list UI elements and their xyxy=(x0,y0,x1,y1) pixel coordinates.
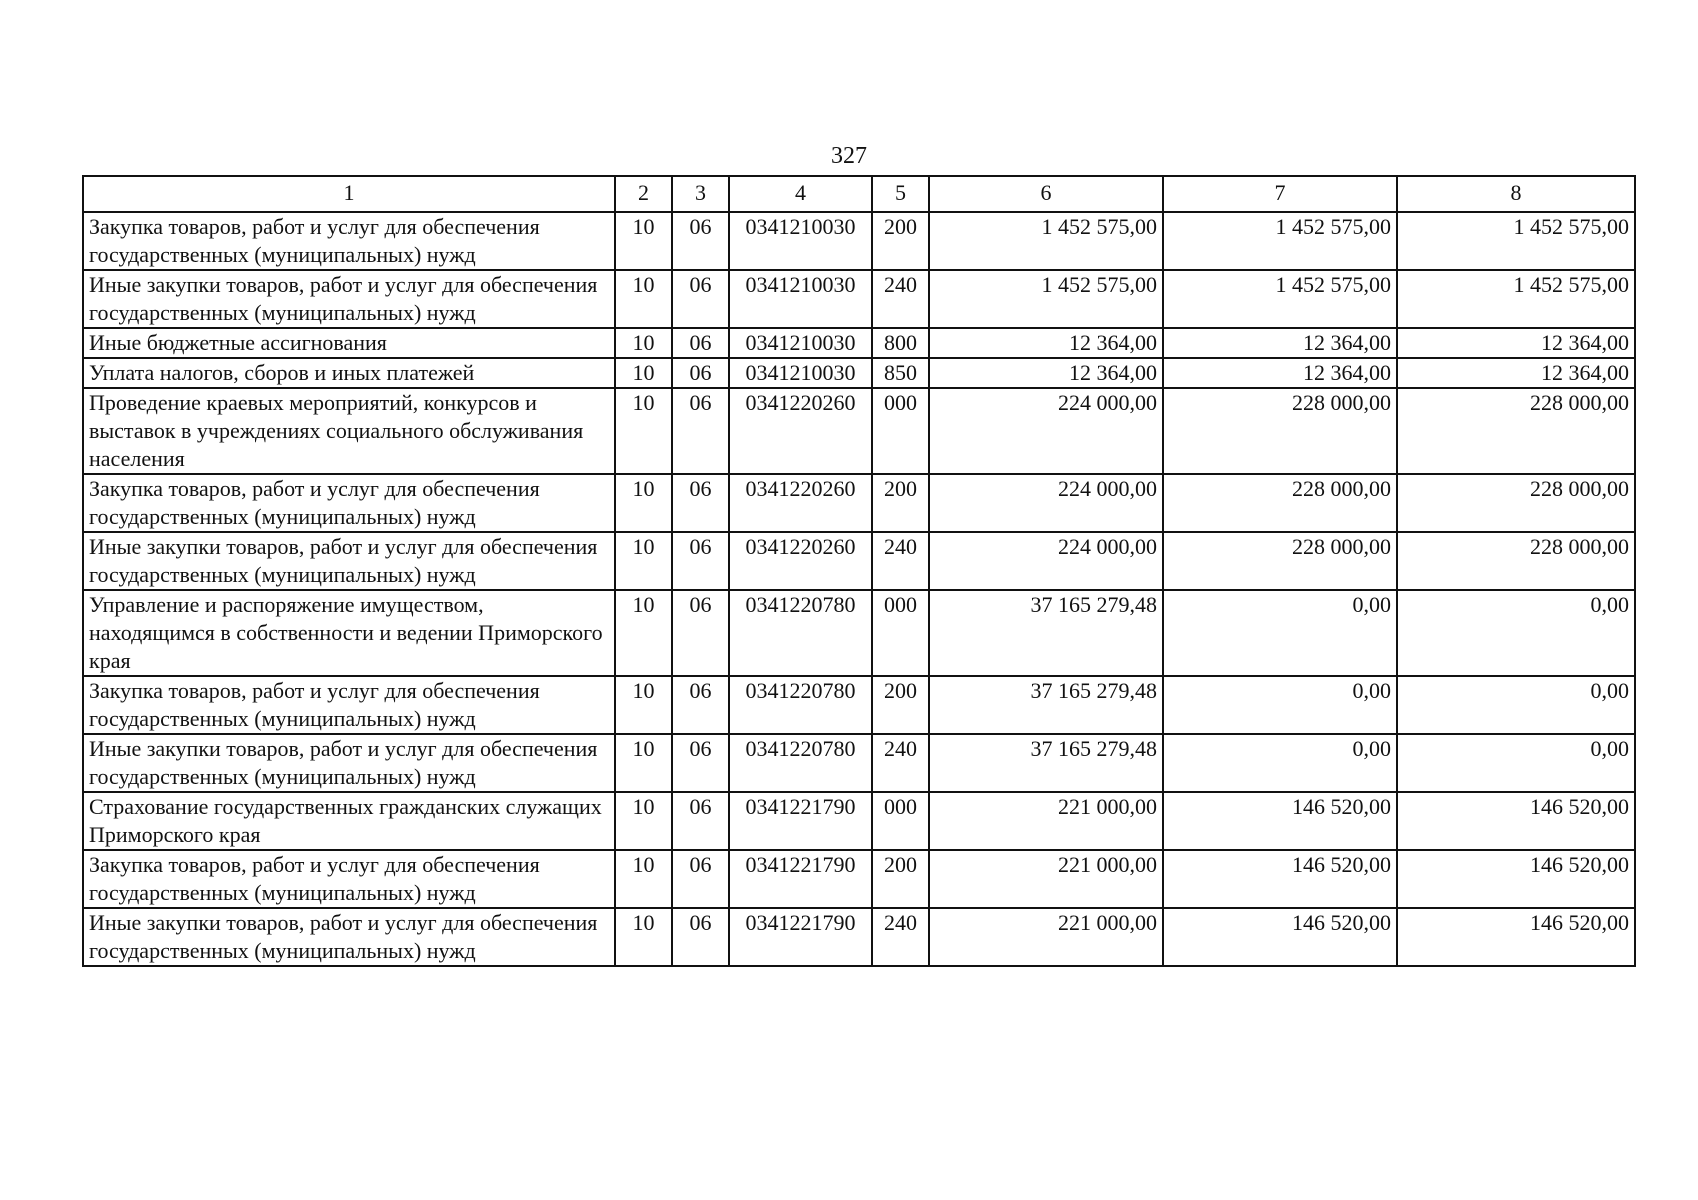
table-row xyxy=(83,212,1635,270)
section-code-cell: 10 xyxy=(615,792,672,850)
target-article-cell: 0341220780 xyxy=(729,676,872,734)
row-name-cell: Проведение краевых мероприятий, конкурсов и выставок в учреждениях социального обслуживания населения xyxy=(83,388,615,474)
amount-col8-cell: 146 520,00 xyxy=(1397,792,1635,850)
amount-col8-cell: 146 520,00 xyxy=(1397,850,1635,908)
table-row xyxy=(83,328,1635,358)
table-row xyxy=(83,676,1635,734)
subsection-code-cell: 06 xyxy=(672,358,729,388)
row-name-cell: Иные закупки товаров, работ и услуг для обеспечения государственных (муниципальных) нужд xyxy=(83,270,615,328)
amount-col6-cell: 12 364,00 xyxy=(929,358,1163,388)
row-name-cell: Закупка товаров, работ и услуг для обеспечения государственных (муниципальных) нужд xyxy=(83,474,615,532)
table-row xyxy=(83,358,1635,388)
target-article-cell: 0341220260 xyxy=(729,532,872,590)
target-article-cell: 0341220260 xyxy=(729,388,872,474)
column-header-1: 1 xyxy=(83,176,615,212)
table-body xyxy=(83,212,1635,966)
section-code-cell: 10 xyxy=(615,270,672,328)
amount-col7-cell: 12 364,00 xyxy=(1163,328,1397,358)
section-code-cell: 10 xyxy=(615,328,672,358)
section-code-cell: 10 xyxy=(615,850,672,908)
amount-col7-cell: 228 000,00 xyxy=(1163,388,1397,474)
column-header-2: 2 xyxy=(615,176,672,212)
target-article-cell: 0341221790 xyxy=(729,792,872,850)
table-row xyxy=(83,908,1635,966)
amount-col6-cell: 221 000,00 xyxy=(929,850,1163,908)
expense-type-cell: 000 xyxy=(872,388,929,474)
target-article-cell: 0341210030 xyxy=(729,212,872,270)
section-code-cell: 10 xyxy=(615,590,672,676)
section-code-cell: 10 xyxy=(615,358,672,388)
amount-col8-cell: 1 452 575,00 xyxy=(1397,212,1635,270)
subsection-code-cell: 06 xyxy=(672,212,729,270)
table-row xyxy=(83,734,1635,792)
amount-col7-cell: 228 000,00 xyxy=(1163,474,1397,532)
column-header-3: 3 xyxy=(672,176,729,212)
amount-col8-cell: 12 364,00 xyxy=(1397,358,1635,388)
subsection-code-cell: 06 xyxy=(672,590,729,676)
table-row xyxy=(83,270,1635,328)
amount-col6-cell: 37 165 279,48 xyxy=(929,590,1163,676)
expense-type-cell: 200 xyxy=(872,212,929,270)
amount-col6-cell: 37 165 279,48 xyxy=(929,734,1163,792)
table-row xyxy=(83,474,1635,532)
subsection-code-cell: 06 xyxy=(672,474,729,532)
amount-col6-cell: 1 452 575,00 xyxy=(929,212,1163,270)
section-code-cell: 10 xyxy=(615,676,672,734)
target-article-cell: 0341210030 xyxy=(729,270,872,328)
expense-type-cell: 240 xyxy=(872,532,929,590)
expense-type-cell: 850 xyxy=(872,358,929,388)
target-article-cell: 0341220780 xyxy=(729,734,872,792)
section-code-cell: 10 xyxy=(615,388,672,474)
amount-col8-cell: 228 000,00 xyxy=(1397,532,1635,590)
expense-type-cell: 000 xyxy=(872,590,929,676)
amount-col8-cell: 146 520,00 xyxy=(1397,908,1635,966)
row-name-cell: Закупка товаров, работ и услуг для обеспечения государственных (муниципальных) нужд xyxy=(83,850,615,908)
amount-col6-cell: 221 000,00 xyxy=(929,908,1163,966)
column-header-6: 6 xyxy=(929,176,1163,212)
section-code-cell: 10 xyxy=(615,212,672,270)
target-article-cell: 0341220780 xyxy=(729,590,872,676)
column-header-8: 8 xyxy=(1397,176,1635,212)
row-name-cell: Страхование государственных гражданских служащих Приморского края xyxy=(83,792,615,850)
amount-col8-cell: 228 000,00 xyxy=(1397,474,1635,532)
row-name-cell: Закупка товаров, работ и услуг для обеспечения государственных (муниципальных) нужд xyxy=(83,676,615,734)
amount-col7-cell: 12 364,00 xyxy=(1163,358,1397,388)
expense-type-cell: 000 xyxy=(872,792,929,850)
amount-col7-cell: 146 520,00 xyxy=(1163,850,1397,908)
subsection-code-cell: 06 xyxy=(672,676,729,734)
row-name-cell: Иные закупки товаров, работ и услуг для обеспечения государственных (муниципальных) нужд xyxy=(83,532,615,590)
column-header-7: 7 xyxy=(1163,176,1397,212)
target-article-cell: 0341210030 xyxy=(729,358,872,388)
amount-col7-cell: 0,00 xyxy=(1163,734,1397,792)
amount-col6-cell: 224 000,00 xyxy=(929,532,1163,590)
target-article-cell: 0341221790 xyxy=(729,850,872,908)
amount-col8-cell: 0,00 xyxy=(1397,590,1635,676)
subsection-code-cell: 06 xyxy=(672,388,729,474)
target-article-cell: 0341221790 xyxy=(729,908,872,966)
subsection-code-cell: 06 xyxy=(672,532,729,590)
section-code-cell: 10 xyxy=(615,734,672,792)
target-article-cell: 0341220260 xyxy=(729,474,872,532)
expense-type-cell: 200 xyxy=(872,474,929,532)
subsection-code-cell: 06 xyxy=(672,270,729,328)
row-name-cell: Иные закупки товаров, работ и услуг для обеспечения государственных (муниципальных) нужд xyxy=(83,908,615,966)
target-article-cell: 0341210030 xyxy=(729,328,872,358)
expense-type-cell: 200 xyxy=(872,850,929,908)
section-code-cell: 10 xyxy=(615,532,672,590)
amount-col8-cell: 0,00 xyxy=(1397,734,1635,792)
amount-col7-cell: 146 520,00 xyxy=(1163,908,1397,966)
amount-col8-cell: 1 452 575,00 xyxy=(1397,270,1635,328)
expense-type-cell: 200 xyxy=(872,676,929,734)
row-name-cell: Закупка товаров, работ и услуг для обеспечения государственных (муниципальных) нужд xyxy=(83,212,615,270)
expense-type-cell: 240 xyxy=(872,908,929,966)
amount-col8-cell: 228 000,00 xyxy=(1397,388,1635,474)
expense-type-cell: 800 xyxy=(872,328,929,358)
amount-col6-cell: 12 364,00 xyxy=(929,328,1163,358)
table-row xyxy=(83,590,1635,676)
table-row xyxy=(83,792,1635,850)
section-code-cell: 10 xyxy=(615,474,672,532)
amount-col8-cell: 12 364,00 xyxy=(1397,328,1635,358)
amount-col6-cell: 37 165 279,48 xyxy=(929,676,1163,734)
table-row xyxy=(83,850,1635,908)
header-row xyxy=(83,176,1635,212)
row-name-cell: Уплата налогов, сборов и иных платежей xyxy=(83,358,615,388)
subsection-code-cell: 06 xyxy=(672,734,729,792)
amount-col7-cell: 1 452 575,00 xyxy=(1163,212,1397,270)
amount-col6-cell: 224 000,00 xyxy=(929,388,1163,474)
row-name-cell: Иные бюджетные ассигнования xyxy=(83,328,615,358)
subsection-code-cell: 06 xyxy=(672,850,729,908)
section-code-cell: 10 xyxy=(615,908,672,966)
amount-col7-cell: 146 520,00 xyxy=(1163,792,1397,850)
budget-table xyxy=(82,175,1636,967)
row-name-cell: Управление и распоряжение имуществом, находящимся в собственности и ведении Приморского края xyxy=(83,590,615,676)
expense-type-cell: 240 xyxy=(872,270,929,328)
amount-col7-cell: 1 452 575,00 xyxy=(1163,270,1397,328)
amount-col7-cell: 0,00 xyxy=(1163,676,1397,734)
amount-col8-cell: 0,00 xyxy=(1397,676,1635,734)
page-number: 327 xyxy=(831,143,867,169)
expense-type-cell: 240 xyxy=(872,734,929,792)
table-row xyxy=(83,388,1635,474)
table-row xyxy=(83,532,1635,590)
column-header-4: 4 xyxy=(729,176,872,212)
subsection-code-cell: 06 xyxy=(672,792,729,850)
amount-col6-cell: 221 000,00 xyxy=(929,792,1163,850)
column-header-5: 5 xyxy=(872,176,929,212)
amount-col7-cell: 228 000,00 xyxy=(1163,532,1397,590)
amount-col6-cell: 224 000,00 xyxy=(929,474,1163,532)
subsection-code-cell: 06 xyxy=(672,328,729,358)
amount-col7-cell: 0,00 xyxy=(1163,590,1397,676)
amount-col6-cell: 1 452 575,00 xyxy=(929,270,1163,328)
subsection-code-cell: 06 xyxy=(672,908,729,966)
row-name-cell: Иные закупки товаров, работ и услуг для обеспечения государственных (муниципальных) нужд xyxy=(83,734,615,792)
